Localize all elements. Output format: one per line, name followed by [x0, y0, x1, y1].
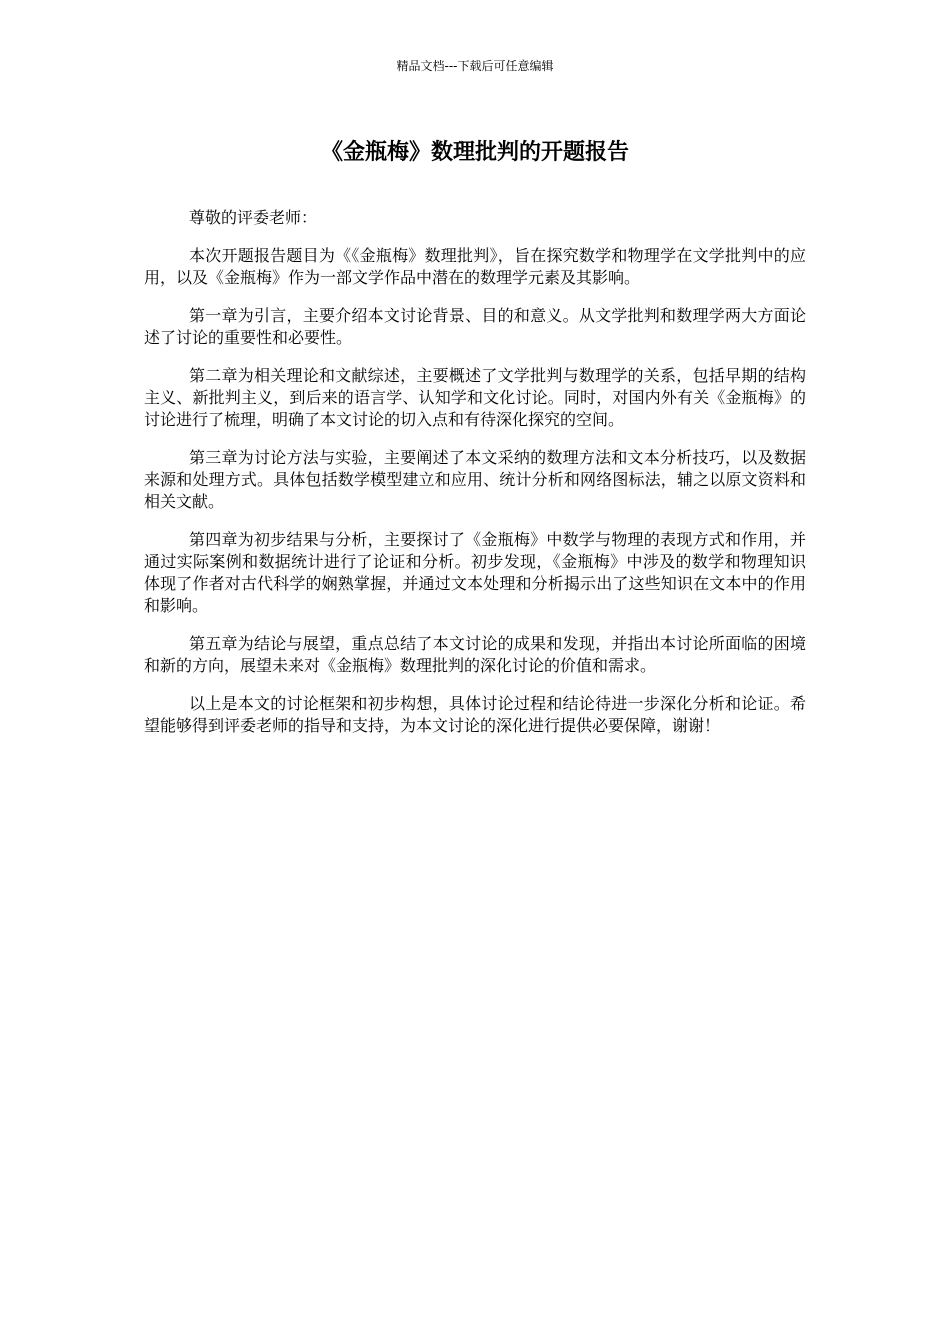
page-header: 精品文档---下载后可任意编辑 — [396, 59, 554, 73]
paragraph-chapter-2: 第二章为相关理论和文献综述，主要概述了文学批判与数理学的关系，包括早期的结构主义、新批判主义，到后来的语言学、认知学和文化讨论。同时，对国内外有关《金瓶梅》的讨论进行了梳理，明确了本文讨论的切入点和有待深化探究的空间。 — [144, 366, 806, 429]
document-body — [144, 207, 806, 753]
paragraph-chapter-1: 第一章为引言，主要介绍本文讨论背景、目的和意义。从文学批判和数理学两大方面论述了讨论的重要性和必要性。 — [144, 306, 806, 347]
paragraph-closing: 以上是本文的讨论框架和初步构想，具体讨论过程和结论待进一步深化分析和论证。希望能够得到评委老师的指导和支持，为本文讨论的深化进行提供必要保障，谢谢！ — [144, 694, 806, 735]
paragraph-chapter-5: 第五章为结论与展望，重点总结了本文讨论的成果和发现，并指出本讨论所面临的困境和新的方向，展望未来对《金瓶梅》数理批判的深化讨论的价值和需求。 — [144, 634, 806, 675]
paragraph-chapter-4: 第四章为初步结果与分析，主要探讨了《金瓶梅》中数学与物理的表现方式和作用，并通过实际案例和数据统计进行了论证和分析。初步发现，《金瓶梅》中涉及的数学和物理知识体现了作者对古代科学的娴熟掌握，并通过文本处理和分析揭示出了这些知识在文本中的作用和影响。 — [144, 530, 806, 615]
paragraph-chapter-3: 第三章为讨论方法与实验，主要阐述了本文采纳的数理方法和文本分析技巧，以及数据来源和处理方式。具体包括数学模型建立和应用、统计分析和网络图标法，辅之以原文资料和相关文献。 — [144, 448, 806, 511]
paragraph-intro: 本次开题报告题目为《《金瓶梅》数理批判》，旨在探究数学和物理学在文学批判中的应用，以及《金瓶梅》作为一部文学作品中潜在的数理学元素及其影响。 — [144, 246, 806, 287]
document-title: 《金瓶梅》数理批判的开题报告 — [320, 140, 629, 165]
salutation: 尊敬的评委老师： — [189, 208, 318, 227]
